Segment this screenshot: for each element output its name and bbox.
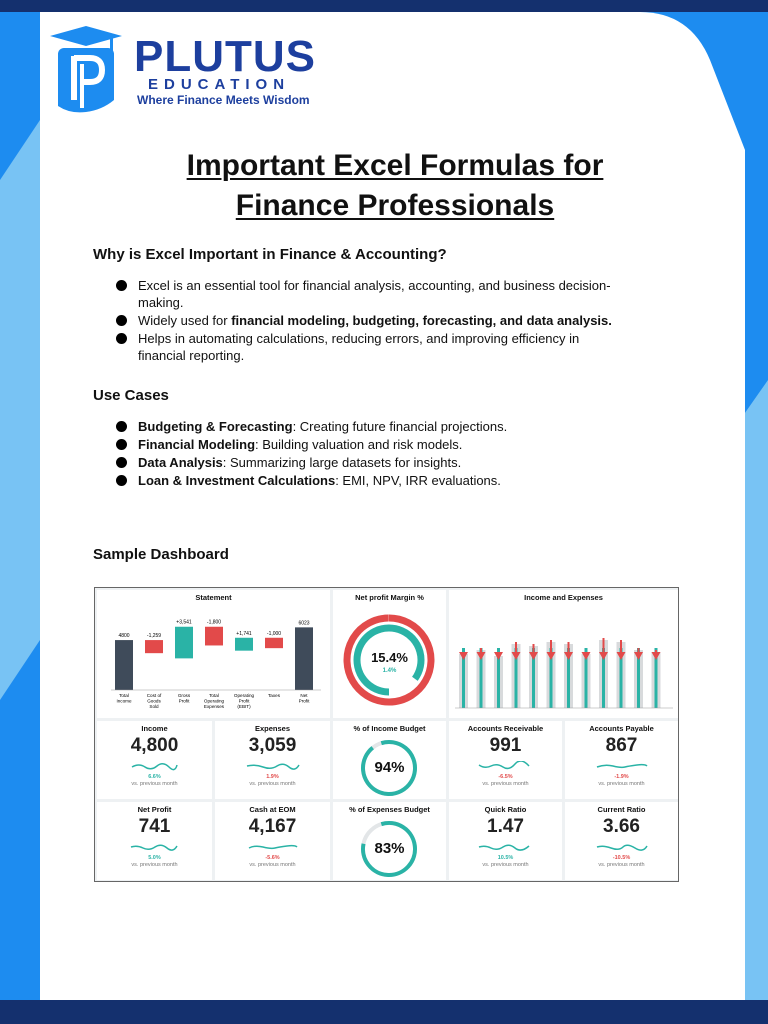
kpi-title: Expenses [254,724,291,733]
kpi-title: Cash at EOM [249,805,296,814]
waterfall-bar [235,638,253,651]
kpi-change: 6.6% [148,774,161,780]
gauge-title: % of Income Budget [353,724,426,733]
kpi-value: 991 [489,735,522,756]
use-cases-heading: Use Cases [93,387,169,404]
kpi-value: 4,167 [248,816,297,837]
list-item: Financial Modeling: Building valuation and risk models. [116,436,636,453]
why-list [116,277,616,365]
kpi-value: 3,059 [248,735,297,756]
waterfall-value-label: -1,800 [206,619,222,626]
waterfall-category-label: Gross Profit [177,693,191,704]
kpi-net-profit [97,802,212,880]
kpi-change: 1.9% [266,774,279,780]
kpi-title: Net Profit [137,805,172,814]
waterfall-bar [175,627,193,659]
expenses-budget-panel [333,802,446,880]
kpi-title: Income [141,724,168,733]
npm-value: 15.4% [371,650,408,665]
title-line-1: Important Excel Formulas for [186,149,604,182]
net-profit-margin-panel [333,590,446,718]
panel-title: Statement [195,593,232,602]
waterfall-value-label: 6023 [298,620,310,627]
sparkline [97,842,212,852]
kpi-change: -6.5% [498,774,513,780]
use-cases-list [116,418,636,490]
kpi-sub: vs. previous month [482,781,529,787]
waterfall-value-label: +1,741 [236,630,252,637]
income-expenses-chart [449,590,678,718]
kpi-current-ratio [565,802,678,880]
kpi-accounts-receivable [449,721,562,799]
waterfall-category-label: Operating Profit (EBIT) [233,693,255,709]
kpi-value: 4,800 [130,735,179,756]
npm-sub: 1.4% [382,668,397,674]
sparkline [449,761,562,771]
panel-title: Income and Expenses [524,593,603,602]
gauge-title: % of Expenses Budget [349,805,430,814]
statement-panel [97,590,330,718]
waterfall-value-label: 4800 [118,633,130,640]
waterfall-bar [115,640,133,690]
list-item: Data Analysis: Summarizing large datasets for insights. [116,454,636,471]
waterfall-category-label: Taxes [268,693,280,698]
kpi-value: 867 [605,735,638,756]
waterfall-category-label: Cost of Goods Sold [146,693,162,709]
waterfall-value-label: -1,000 [266,630,282,637]
kpi-change: -10.5% [612,855,631,861]
waterfall-chart [97,590,330,718]
waterfall-bar [205,627,223,646]
kpi-expenses [215,721,330,799]
income-expenses-panel [449,590,678,718]
sparkline [449,842,562,852]
gauge-value: 83% [374,840,405,857]
sample-dashboard [94,587,679,882]
waterfall-bar [145,640,163,653]
kpi-cash-at-eom [215,802,330,880]
sparkline [215,761,330,771]
kpi-income [97,721,212,799]
waterfall-bar [295,627,313,690]
income-budget-panel [333,721,446,799]
kpi-title: Quick Ratio [484,805,527,814]
kpi-change: 5.0% [148,855,161,861]
kpi-sub: vs. previous month [249,862,296,868]
gauge-value: 94% [374,759,405,776]
kpi-change: 10.5% [497,855,514,861]
sparkline [565,842,678,852]
kpi-sub: vs. previous month [482,862,529,868]
list-item: Helps in automating calculations, reducing errors, and improving efficiency in financial reporting. [116,330,616,364]
sparkline [97,761,212,771]
list-item: Excel is an essential tool for financial analysis, accounting, and business decision-making. [116,277,616,311]
sparkline [565,761,678,771]
kpi-change: -1.9% [614,774,629,780]
waterfall-category-label: Total Operating Expenses [203,693,225,709]
kpi-change: -5.6% [265,855,280,861]
waterfall-category-label: Net Profit [298,693,310,704]
logo-tagline: Where Finance Meets Wisdom [137,93,310,107]
sparkline [215,842,330,852]
list-item: Loan & Investment Calculations: EMI, NPV, IRR evaluations. [116,472,636,489]
kpi-value: 1.47 [487,816,524,837]
kpi-quick-ratio [449,802,562,880]
page-title [0,146,768,226]
kpi-sub: vs. previous month [598,781,645,787]
kpi-title: Accounts Payable [589,724,654,733]
why-heading: Why is Excel Important in Finance & Accounting? [93,246,447,263]
logo-brand: PLUTUS [134,32,316,81]
waterfall-value-label: +3,541 [176,619,192,626]
kpi-title: Accounts Receivable [467,724,544,733]
sample-dashboard-heading: Sample Dashboard [93,546,229,563]
kpi-sub: vs. previous month [131,781,178,787]
waterfall-bar [265,638,283,648]
kpi-sub: vs. previous month [598,862,645,868]
waterfall-value-label: -1,259 [146,633,162,640]
list-item: Budgeting & Forecasting: Creating future financial projections. [116,418,636,435]
title-line-2: Finance Professionals [235,189,555,222]
kpi-value: 3.66 [603,816,640,837]
kpi-accounts-payable [565,721,678,799]
kpi-sub: vs. previous month [249,781,296,787]
waterfall-category-label: Total Income [116,693,132,704]
kpi-sub: vs. previous month [131,862,178,868]
kpi-value: 741 [138,816,171,837]
kpi-title: Current Ratio [597,805,646,814]
logo-subtitle: EDUCATION [148,76,291,93]
panel-title: Net profit Margin % [355,593,424,602]
list-item: Widely used for financial modeling, budgeting, forecasting, and data analysis. [116,312,616,329]
